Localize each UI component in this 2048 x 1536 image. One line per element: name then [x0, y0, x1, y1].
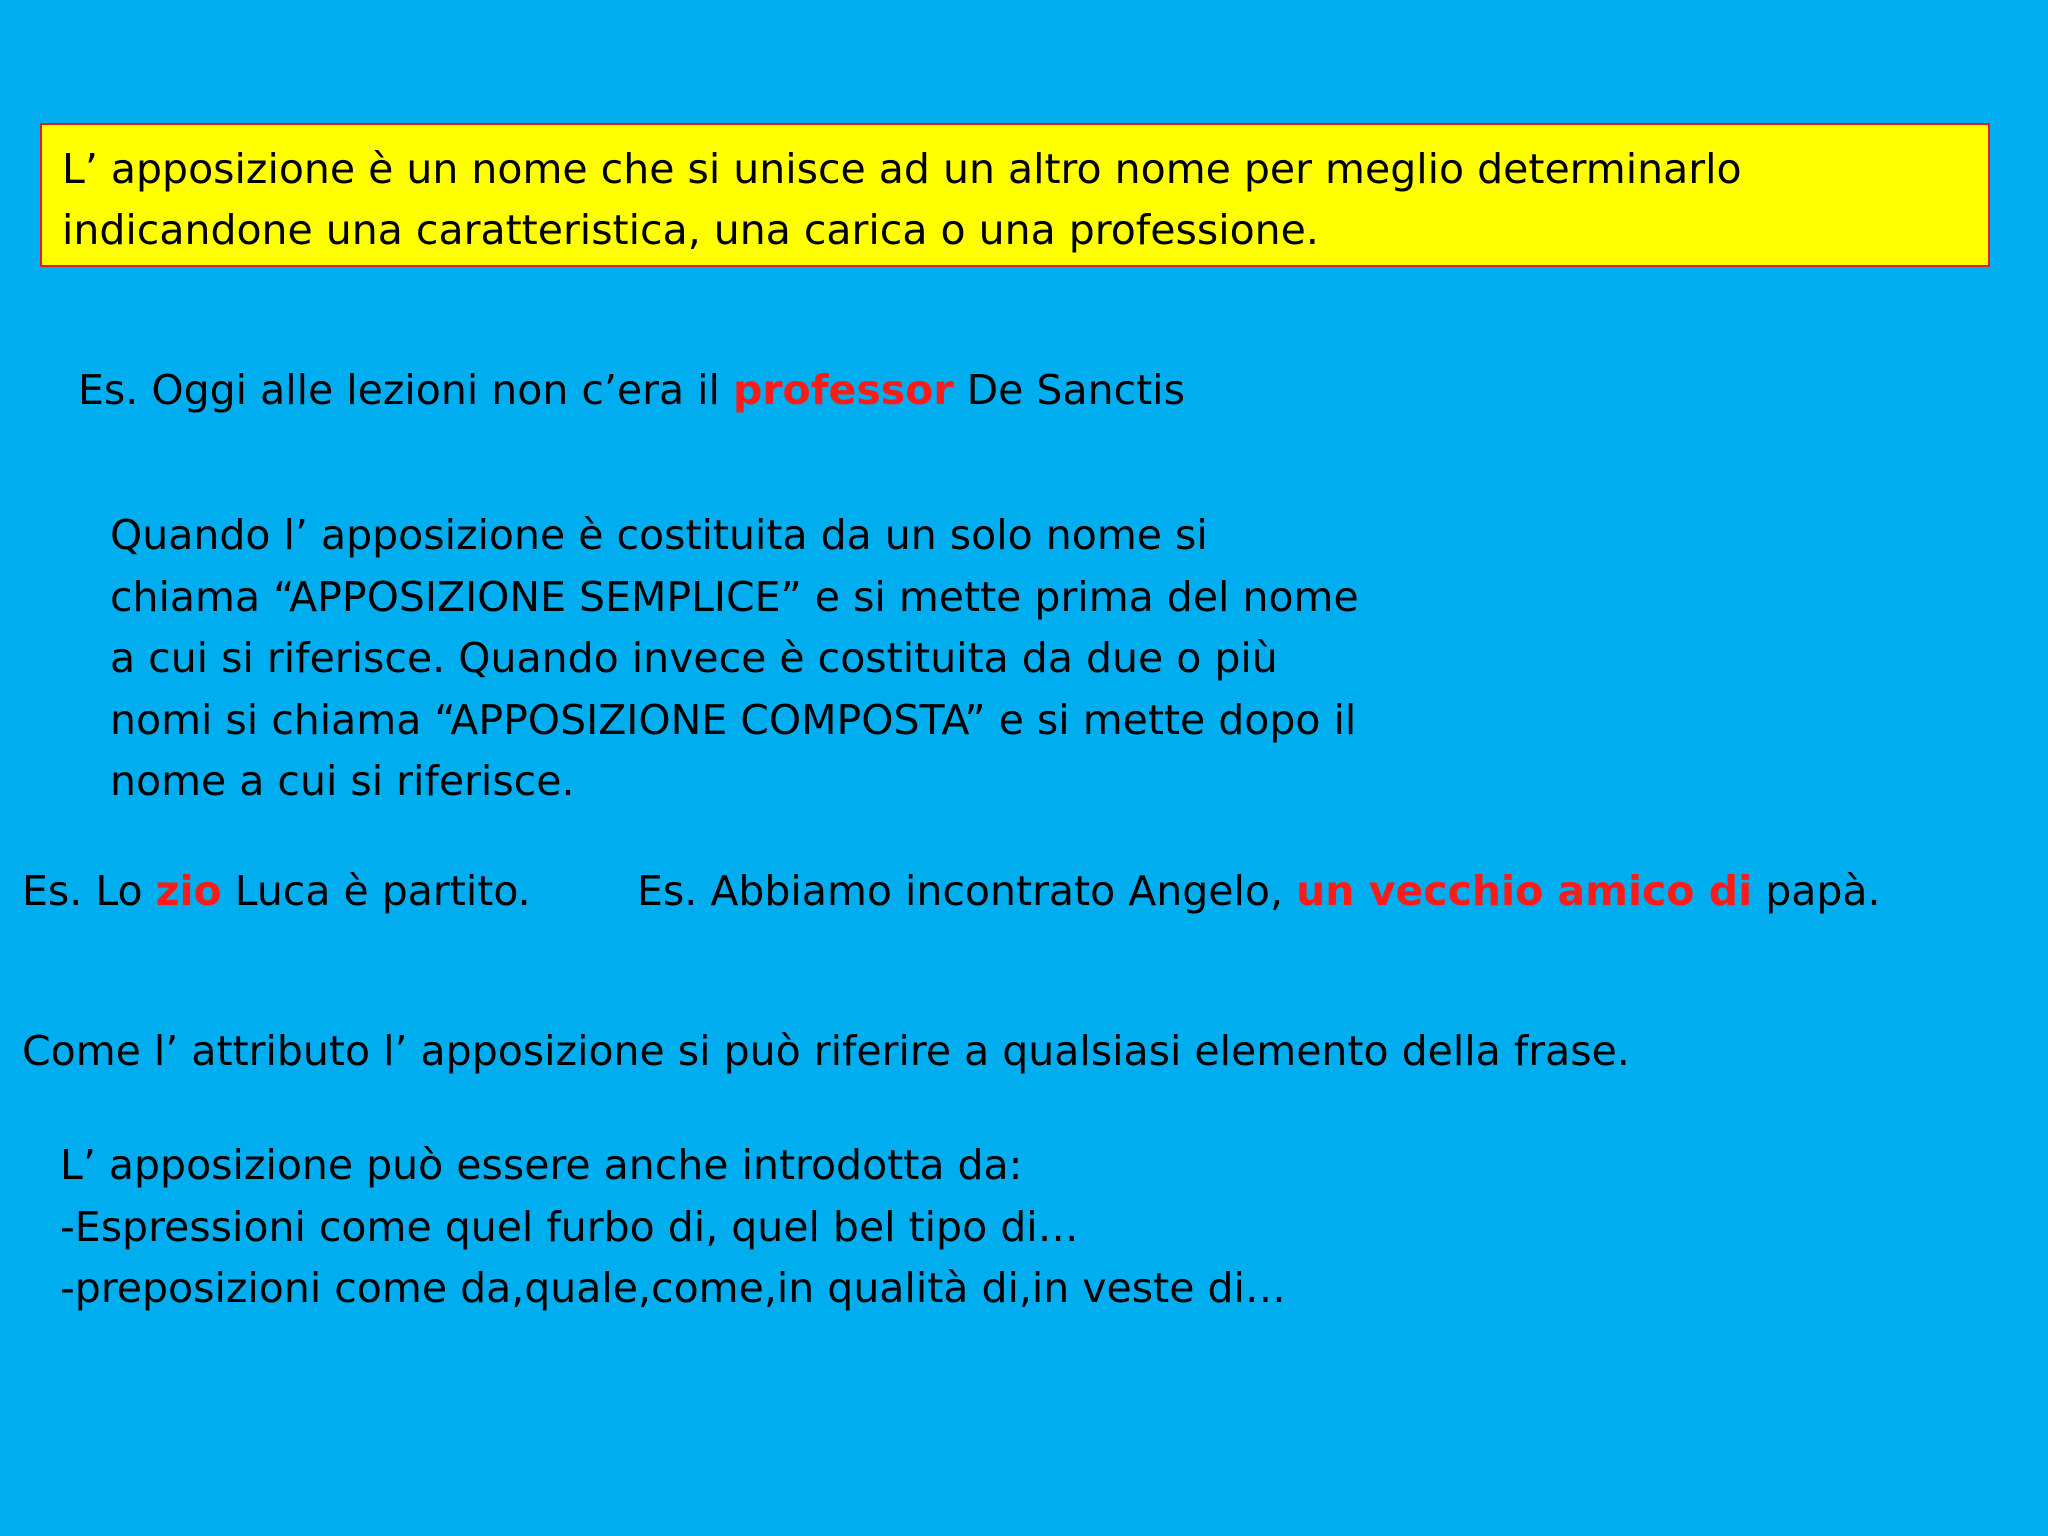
explanation-line-5: nome a cui si riferisce. — [110, 757, 575, 805]
example-professor-prefix: Es. Oggi alle lezioni non c’era il — [78, 366, 733, 414]
definition-line-2: indicandone una caratteristica, una carica o una professione. — [62, 206, 1319, 254]
introduction-line-3: -preposizioni come da,quale,come,in qualità di,in veste di… — [60, 1264, 1286, 1312]
explanation-line-1: Quando l’ apposizione è costituita da un solo nome si — [110, 511, 1208, 559]
example-zio-suffix: Luca è partito. — [221, 867, 531, 915]
example-angelo-highlight: un vecchio amico di — [1296, 867, 1753, 915]
explanation-line-2: chiama “APPOSIZIONE SEMPLICE” e si mette prima del nome — [110, 572, 1359, 621]
definition-box — [40, 123, 1990, 267]
example-zio-prefix: Es. Lo — [22, 867, 156, 915]
example-angelo-suffix: papà. — [1752, 867, 1881, 915]
attribute-note: Come l’ attributo l’ apposizione si può riferire a qualsiasi elemento della frase. — [22, 1027, 1630, 1075]
example-angelo-prefix: Es. Abbiamo incontrato Angelo, — [637, 867, 1297, 915]
example-professor-suffix: De Sanctis — [953, 366, 1185, 414]
introduction-line-2: -Espressioni come quel furbo di, quel bel tipo di… — [60, 1202, 1079, 1251]
example-angelo — [637, 861, 1881, 922]
explanation-paragraph — [110, 505, 1359, 813]
example-zio-highlight: zio — [155, 867, 222, 915]
introduction-line-1: L’ apposizione può essere anche introdotta da: — [60, 1141, 1023, 1189]
explanation-line-3: a cui si riferisce. Quando invece è costituita da due o più — [110, 634, 1278, 682]
example-professor — [78, 360, 1185, 421]
definition-line-1: L’ apposizione è un nome che si unisce ad un altro nome per meglio determinarlo — [62, 145, 1742, 193]
example-zio — [22, 861, 531, 922]
explanation-line-4: nomi si chiama “APPOSIZIONE COMPOSTA” e si mette dopo il — [110, 695, 1357, 744]
introduction-list — [60, 1135, 1286, 1320]
example-professor-highlight: professor — [732, 366, 954, 414]
